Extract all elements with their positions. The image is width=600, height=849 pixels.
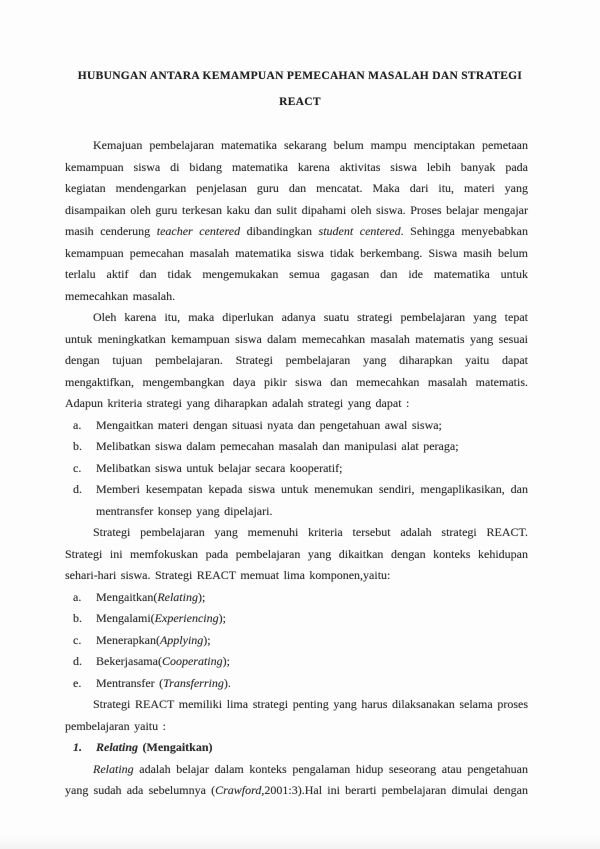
text-segment: kemampuan pemecahan masalah matematika siswa tidak berkembang. Siswa masih belum <box>65 245 528 260</box>
text-segment: disampaikan oleh guru terkesan kaku dan sulit dipahami oleh siswa. Proses belajar mengajar <box>65 202 528 217</box>
text-line <box>65 307 528 329</box>
text-line <box>65 565 528 587</box>
text-line <box>65 780 528 802</box>
list-marker <box>65 608 96 630</box>
text-line <box>96 737 528 759</box>
text-segment: mengaktifkan, mengembangkan daya pikir siswa dan memecahkan masalah matematis. <box>65 374 528 389</box>
list-item <box>65 651 528 673</box>
text-segment: kemampuan siswa di bidang matematika karena aktivitas siswa lebih banyak pada <box>65 159 528 174</box>
text-line <box>96 501 528 523</box>
text-line <box>96 436 528 458</box>
list-item-content <box>96 479 528 522</box>
list-item <box>65 608 528 630</box>
text-segment: terlalu aktif dan tidak mengemukakan semua gagasan dan ide matematika untuk <box>65 267 528 281</box>
list-marker <box>65 630 96 652</box>
text-segment: Oleh karena itu, maka diperlukan adanya suatu strategi pembelajaran yang tepat <box>93 310 528 324</box>
text-line <box>65 286 528 308</box>
text-segment: Mentransfer ( <box>96 675 164 690</box>
document-body <box>65 135 528 802</box>
list-item <box>65 436 528 458</box>
list-marker <box>65 415 96 437</box>
list-item <box>65 630 528 652</box>
text-segment: b. <box>73 439 82 453</box>
text-segment: Kemajuan pembelajaran matematika sekarang belum mampu menciptakan pemetaan <box>93 138 528 152</box>
paragraph <box>65 135 528 307</box>
text-segment: ,2001:3).Hal ini berarti pembelajaran dimulai dengan <box>261 783 528 797</box>
heading-text <box>96 737 528 759</box>
list-marker <box>65 458 96 480</box>
text-segment: Adapun kriteria strategi yang diharapkan adalah strategi yang dapat : <box>65 396 410 410</box>
list-marker <box>65 651 96 673</box>
list-item-content <box>96 608 528 630</box>
list-item-content <box>96 436 528 458</box>
text-segment: d. <box>73 654 82 668</box>
text-segment: Applying <box>159 632 204 647</box>
paragraph <box>65 759 528 802</box>
text-segment: untuk meningkatkan kemampuan siswa dalam memecahkan masalah matematis yang sesuai <box>65 331 528 346</box>
list-item <box>65 479 528 522</box>
text-segment: kegiatan mendengarkan penjelasan guru dan mencatat. Maka dari itu, materi yang <box>65 181 528 195</box>
list-marker <box>65 673 96 695</box>
list-marker <box>65 479 96 501</box>
text-line <box>65 716 528 738</box>
text-line <box>65 759 528 781</box>
text-segment: Melibatkan siswa dalam pemecahan masalah dan manipulasi alat peraga; <box>96 439 459 453</box>
text-segment: Strategi REACT memiliki lima strategi penting yang harus dilaksanakan selama proses <box>93 697 528 711</box>
document-title-line-1: HUBUNGAN ANTARA KEMAMPUAN PEMECAHAN MASALAH DAN STRATEGI <box>77 70 523 82</box>
text-segment: ); <box>218 611 226 625</box>
text-segment: Mengalami( <box>96 611 155 625</box>
text-segment: ); <box>197 589 206 604</box>
text-line <box>65 544 528 566</box>
text-segment: . Sehingga menyebabkan <box>400 224 528 238</box>
text-line <box>65 200 528 222</box>
list-item-content <box>96 587 528 609</box>
text-line <box>65 243 528 265</box>
text-segment: a. <box>73 589 82 604</box>
text-segment: Relating <box>96 740 139 754</box>
text-segment: masih cenderung <box>65 224 157 238</box>
text-segment: Experiencing <box>154 611 219 625</box>
text-line <box>65 135 528 157</box>
text-segment: Mengaitkan materi dengan situasi nyata dan pengetahuan awal siswa; <box>96 417 442 432</box>
list-item <box>65 458 528 480</box>
text-segment: teacher centered <box>156 224 241 238</box>
list-item-content <box>96 630 528 652</box>
text-segment: mentransfer konsep yang dipelajari. <box>96 503 273 518</box>
text-line <box>65 264 528 286</box>
text-segment: a. <box>73 417 82 432</box>
text-line <box>65 329 528 351</box>
text-line <box>65 157 528 179</box>
text-line <box>96 479 528 501</box>
text-line <box>96 673 528 695</box>
list-item <box>65 673 528 695</box>
paragraph <box>65 522 528 587</box>
text-line <box>65 694 528 716</box>
text-segment: dibandingkan <box>240 224 319 238</box>
text-segment: adalah belajar dalam konteks pengalaman hidup seseorang atau pengetahuan <box>133 761 528 776</box>
text-segment: ). <box>223 675 231 690</box>
text-segment: Memberi kesempatan kepada siswa untuk menemukan sendiri, mengaplikasikan, dan <box>96 482 528 496</box>
paragraph <box>65 307 528 415</box>
text-segment: Menerapkan( <box>96 632 160 647</box>
document-title <box>0 63 600 115</box>
text-segment: Relating <box>93 761 134 776</box>
numbered-heading <box>65 737 528 759</box>
text-segment: ); <box>222 654 230 668</box>
text-line <box>96 651 528 673</box>
text-line <box>96 415 528 437</box>
text-line <box>96 630 528 652</box>
text-line <box>96 458 528 480</box>
text-segment: dengan tujuan pembelajaran. Strategi pembelajaran yang diharapkan yaitu dapat <box>65 353 528 367</box>
text-segment: pembelajaran yaitu : <box>65 718 166 733</box>
text-segment: ); <box>203 632 211 647</box>
text-segment: b. <box>73 611 82 625</box>
text-segment: Transferring <box>163 675 224 690</box>
list-item-content <box>96 415 528 437</box>
list-item-content <box>96 458 528 480</box>
text-segment: Cooperating <box>161 654 223 668</box>
text-segment: 1. <box>73 740 82 754</box>
text-line <box>65 178 528 200</box>
text-segment: Bekerjasama( <box>96 654 162 668</box>
text-segment: sehari-hari siswa. Strategi REACT memuat lima komponen,yaitu: <box>65 568 391 582</box>
list-item <box>65 415 528 437</box>
text-segment: Mengaitkan( <box>96 589 158 604</box>
text-line <box>96 587 528 609</box>
text-line <box>65 393 528 415</box>
heading-number <box>65 737 96 759</box>
list-marker <box>65 587 96 609</box>
text-segment: Strategi pembelajaran yang memenuhi kriteria tersebut adalah strategi REACT. <box>93 525 528 539</box>
text-line <box>96 608 528 630</box>
text-segment: Strategi ini memfokuskan pada pembelajaran yang dikaitkan dengan konteks kehidupan <box>65 546 528 561</box>
list-item-content <box>96 651 528 673</box>
text-line <box>65 350 528 372</box>
text-segment: c. <box>73 460 82 475</box>
text-line <box>65 221 528 243</box>
text-segment: e. <box>73 675 82 690</box>
text-segment: student centered <box>318 224 401 238</box>
scan-artifact-strip <box>0 835 600 849</box>
list-item-content <box>96 673 528 695</box>
text-segment: memecahkan masalah. <box>65 288 176 303</box>
text-segment: d. <box>73 482 82 496</box>
text-segment: yang sudah ada sebelumnya ( <box>65 783 216 797</box>
text-line <box>65 522 528 544</box>
text-segment: Relating <box>157 589 198 604</box>
list-marker <box>65 436 96 458</box>
text-segment: c. <box>73 632 82 647</box>
text-line <box>65 372 528 394</box>
text-segment: Crawford <box>215 783 262 797</box>
text-segment: (Mengaitkan) <box>138 740 213 754</box>
document-title-line-2: REACT <box>279 96 321 108</box>
paragraph <box>65 694 528 737</box>
text-segment: Melibatkan siswa untuk belajar secara kooperatif; <box>96 460 343 475</box>
list-item <box>65 587 528 609</box>
